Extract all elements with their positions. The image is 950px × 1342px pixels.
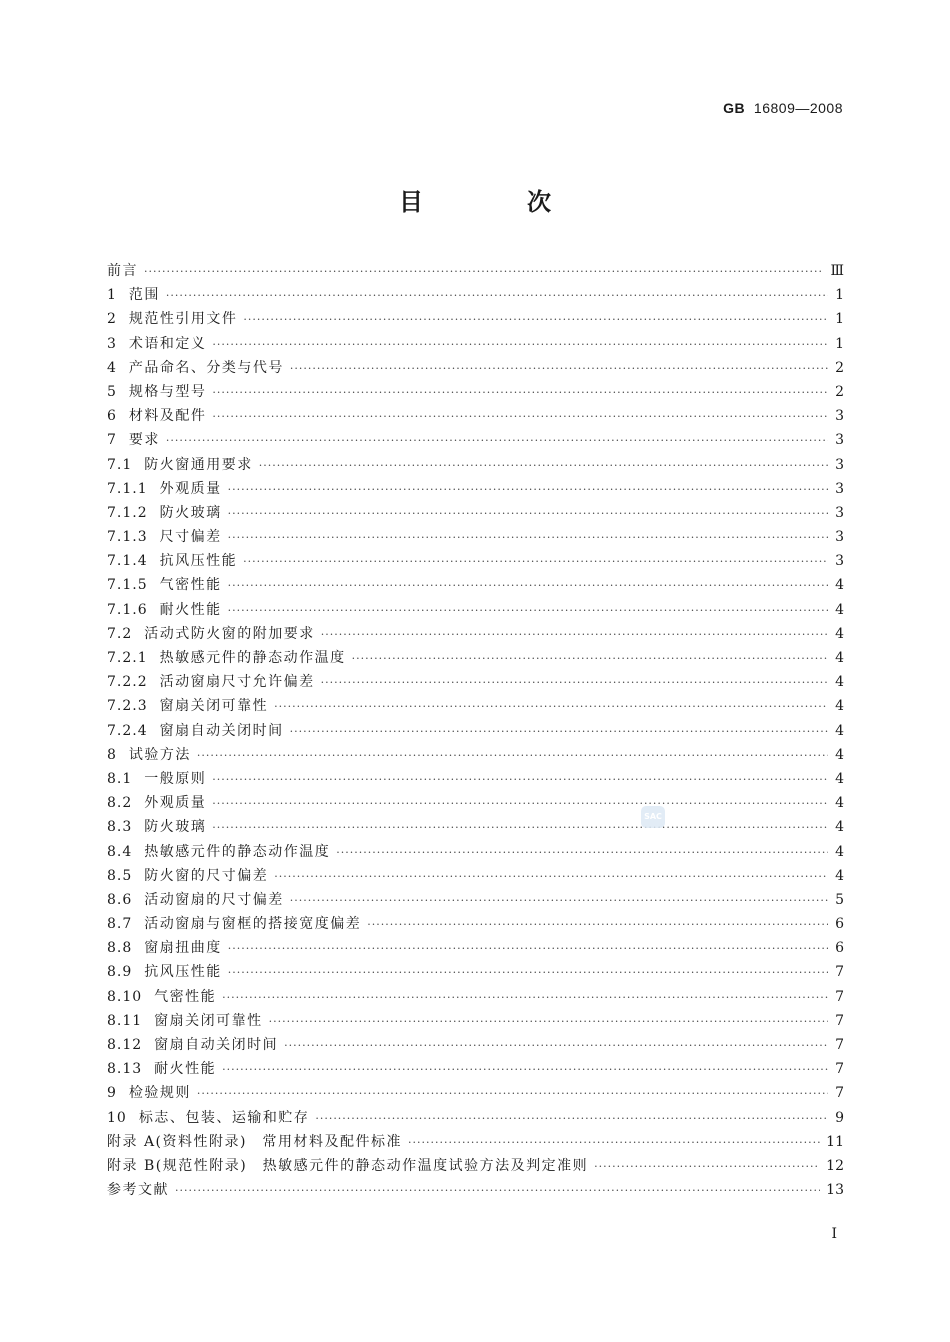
toc-dot-leader xyxy=(228,966,828,979)
toc-dot-leader xyxy=(166,289,828,302)
toc-dot-leader xyxy=(222,1063,828,1076)
toc-dot-leader xyxy=(228,483,828,496)
toc-entry[interactable] xyxy=(107,792,844,816)
toc-dot-leader xyxy=(228,507,828,520)
toc-entry-page: 4 xyxy=(835,601,844,618)
toc-entry-title: 附录 A(资料性附录) 常用材料及配件标准 xyxy=(107,1133,402,1150)
toc-entry-number: 4 xyxy=(107,359,117,376)
toc-entry-page: 9 xyxy=(835,1109,844,1126)
toc-entry-number: 7.2.4 xyxy=(107,722,148,739)
toc-entry[interactable] xyxy=(107,623,844,647)
toc-entry[interactable] xyxy=(107,260,844,284)
toc-entry-title: 产品命名、分类与代号 xyxy=(128,359,284,376)
toc-entry-title: 试验方法 xyxy=(128,746,191,763)
toc-dot-leader xyxy=(243,555,828,568)
toc-entry-number: 8.5 xyxy=(107,867,133,884)
toc-entry[interactable] xyxy=(107,865,844,889)
toc-dot-leader xyxy=(166,434,828,447)
toc-entry[interactable] xyxy=(107,599,844,623)
toc-entry[interactable] xyxy=(107,889,844,913)
toc-dot-leader xyxy=(321,676,828,689)
toc-entry-page: 4 xyxy=(835,625,844,642)
toc-entry-number: 8.6 xyxy=(107,891,133,908)
toc-entry-number: 8.2 xyxy=(107,795,133,812)
toc-entry-title: 窗扇关闭可靠性 xyxy=(154,1012,263,1029)
toc-entry[interactable] xyxy=(107,357,844,381)
toc-entry-page: 7 xyxy=(835,1037,844,1053)
toc-entry-title: 气密性能 xyxy=(154,988,217,1005)
toc-entry-title: 耐火性能 xyxy=(154,1061,217,1078)
toc-entry[interactable] xyxy=(107,841,844,865)
toc-entry-page: 7 xyxy=(835,1061,844,1078)
toc-dot-leader xyxy=(274,870,828,883)
toc-entry-title: 范围 xyxy=(128,287,160,304)
toc-entry-page: 3 xyxy=(835,553,844,570)
toc-entry-page: 4 xyxy=(835,819,844,836)
toc-dot-leader xyxy=(408,1136,820,1149)
toc-entry-title: 窗扇关闭可靠性 xyxy=(159,698,269,715)
toc-entry-number: 6 xyxy=(107,408,117,425)
toc-entry-page: 7 xyxy=(835,964,844,981)
toc-entry[interactable] xyxy=(107,1107,844,1131)
toc-dot-leader xyxy=(321,628,828,641)
toc-entry-page: 4 xyxy=(835,698,844,715)
toc-entry-number: 8 xyxy=(107,746,117,763)
toc-entry-page: 3 xyxy=(835,408,844,425)
standard-code: 16809—2008 xyxy=(753,100,843,116)
toc-entry-page: 4 xyxy=(835,722,844,739)
toc-entry[interactable] xyxy=(107,1058,844,1082)
toc-entry[interactable] xyxy=(107,454,844,478)
toc-dot-leader xyxy=(212,386,828,399)
toc-dot-leader xyxy=(144,265,824,278)
toc-entry-title: 附录 B(规范性附录) 热敏感元件的静态动作温度试验方法及判定准则 xyxy=(107,1157,589,1174)
toc-entry-title: 窗扇自动关闭时间 xyxy=(154,1037,279,1053)
toc-entry-page: 4 xyxy=(835,674,844,691)
toc-entry[interactable] xyxy=(107,478,844,502)
watermark-logo: SAC xyxy=(641,806,665,828)
toc-entry[interactable] xyxy=(107,913,844,937)
toc-entry-number: 8.9 xyxy=(107,964,133,981)
toc-entry-number: 8.4 xyxy=(107,843,133,860)
toc-entry[interactable] xyxy=(107,308,844,332)
toc-entry-page: 3 xyxy=(835,456,844,473)
toc-entry-page: 1 xyxy=(835,335,844,352)
toc-entry[interactable] xyxy=(107,284,844,308)
toc-entry-page: 12 xyxy=(826,1157,844,1174)
toc-dot-leader xyxy=(290,725,828,738)
toc-dot-leader xyxy=(212,773,828,786)
toc-entry-title: 抗风压性能 xyxy=(144,964,222,981)
page-number: Ⅰ xyxy=(831,1226,837,1242)
toc-entry-title: 耐火性能 xyxy=(159,601,222,618)
toc-entry-page: 6 xyxy=(835,940,844,957)
toc-dot-leader xyxy=(290,362,828,375)
toc-entry-title: 热敏感元件的静态动作温度 xyxy=(144,843,331,860)
toc-entry-number: 2 xyxy=(107,311,117,328)
toc-entry-page: 4 xyxy=(835,843,844,860)
toc-dot-leader xyxy=(212,821,828,834)
toc-entry-page: 4 xyxy=(835,867,844,884)
toc-entry[interactable] xyxy=(107,333,844,357)
toc-dot-leader xyxy=(290,894,828,907)
toc-entry[interactable] xyxy=(107,1034,844,1058)
toc-entry-title: 规格与型号 xyxy=(128,383,207,400)
toc-entry-title: 尺寸偏差 xyxy=(159,529,222,546)
toc-entry-number: 8.1 xyxy=(107,770,133,787)
toc-entry-number: 3 xyxy=(107,335,117,352)
toc-entry-number: 10 xyxy=(107,1109,127,1126)
toc-entry-page: 7 xyxy=(835,1085,844,1102)
toc-dot-leader xyxy=(352,652,828,665)
toc-dot-leader xyxy=(594,1160,820,1173)
toc-entry[interactable] xyxy=(107,816,844,840)
toc-entry-number: 8.12 xyxy=(107,1037,143,1053)
toc-entry-number: 7.1.3 xyxy=(107,529,148,546)
toc-entry-title: 规范性引用文件 xyxy=(128,311,238,328)
toc-entry-number: 7.1.4 xyxy=(107,553,148,570)
toc-entry-page: 7 xyxy=(835,1012,844,1029)
toc-dot-leader xyxy=(336,846,828,859)
toc-entry-title: 热敏感元件的静态动作温度 xyxy=(159,650,346,666)
toc-entry-page: 3 xyxy=(835,480,844,497)
toc-entry-page: 3 xyxy=(835,529,844,546)
toc-entry-title: 活动窗扇的尺寸偏差 xyxy=(144,891,284,908)
toc-entry-number: 7.2 xyxy=(107,625,133,642)
toc-dot-leader xyxy=(284,1039,828,1052)
toc-dot-leader xyxy=(228,579,828,592)
toc-entry-title: 活动窗扇与窗框的搭接宽度偏差 xyxy=(144,916,362,933)
toc-entry-number: 7.1.5 xyxy=(107,577,148,594)
toc-dot-leader xyxy=(228,604,828,617)
toc-dot-leader xyxy=(175,1184,820,1197)
toc-entry-number: 7.2.2 xyxy=(107,674,148,691)
toc-dot-leader xyxy=(228,942,828,955)
toc-entry-title: 防火窗通用要求 xyxy=(144,456,253,473)
toc-entry[interactable] xyxy=(107,429,844,453)
toc-entry-title: 防火窗的尺寸偏差 xyxy=(144,867,269,884)
toc-entry-title: 材料及配件 xyxy=(128,408,207,425)
toc-entry[interactable] xyxy=(107,671,844,695)
toc-entry-number: 7.1 xyxy=(107,456,133,473)
toc-entry-number: 7.1.6 xyxy=(107,601,148,618)
toc-entry-page: 2 xyxy=(835,383,844,400)
toc-entry-number: 8.13 xyxy=(107,1061,143,1078)
toc-entry-title: 抗风压性能 xyxy=(159,553,238,570)
toc-dot-leader xyxy=(269,1015,828,1028)
toc-entry-number: 5 xyxy=(107,383,117,400)
toc-entry-title: 气密性能 xyxy=(159,577,222,594)
toc-entry-page: 2 xyxy=(835,359,844,376)
toc-entry[interactable] xyxy=(107,381,844,405)
toc-entry[interactable] xyxy=(107,695,844,719)
toc-entry-number: 7.1.2 xyxy=(107,504,148,521)
toc-entry-title: 防火玻璃 xyxy=(159,504,222,521)
toc-dot-leader xyxy=(315,1112,828,1125)
toc-dot-leader xyxy=(212,797,828,810)
toc-entry[interactable] xyxy=(107,574,844,598)
toc-entry[interactable] xyxy=(107,1010,844,1034)
toc-entry-page: 4 xyxy=(835,795,844,812)
toc-entry-title: 窗扇扭曲度 xyxy=(144,940,222,957)
standard-number-header xyxy=(723,100,843,116)
toc-entry-page: 4 xyxy=(835,770,844,787)
toc-entry[interactable] xyxy=(107,1155,844,1179)
toc-entry-page: 3 xyxy=(835,432,844,449)
page-title: 目 次 xyxy=(399,188,591,216)
toc-dot-leader xyxy=(228,531,828,544)
toc-entry-title: 窗扇自动关闭时间 xyxy=(159,722,284,739)
table-of-contents xyxy=(107,260,844,1203)
toc-entry-page: 4 xyxy=(835,746,844,763)
toc-entry-title: 一般原则 xyxy=(144,770,207,787)
toc-entry-number: 9 xyxy=(107,1085,117,1102)
toc-entry[interactable] xyxy=(107,768,844,792)
toc-entry-number: 7.1.1 xyxy=(107,480,148,497)
toc-entry-page: 13 xyxy=(826,1182,844,1199)
toc-entry-title: 外观质量 xyxy=(144,795,207,812)
toc-entry-title: 活动式防火窗的附加要求 xyxy=(144,625,315,642)
toc-entry[interactable] xyxy=(107,647,844,671)
toc-dot-leader xyxy=(259,459,828,472)
toc-entry[interactable] xyxy=(107,961,844,985)
toc-entry[interactable] xyxy=(107,720,844,744)
toc-entry-title: 术语和定义 xyxy=(128,335,207,352)
toc-entry-number: 8.11 xyxy=(107,1012,143,1029)
toc-entry-page: 3 xyxy=(835,504,844,521)
toc-entry[interactable] xyxy=(107,1082,844,1106)
toc-entry[interactable] xyxy=(107,1131,844,1155)
toc-entry-page: 1 xyxy=(835,287,844,304)
toc-dot-leader xyxy=(212,338,828,351)
toc-entry[interactable] xyxy=(107,986,844,1010)
toc-entry-title: 外观质量 xyxy=(159,480,222,497)
toc-dot-leader xyxy=(274,700,828,713)
toc-entry-title: 前言 xyxy=(107,263,138,279)
toc-entry-page: 4 xyxy=(835,577,844,594)
toc-entry[interactable] xyxy=(107,526,844,550)
toc-entry-number: 8.10 xyxy=(107,988,143,1005)
toc-entry-number: 1 xyxy=(107,287,117,304)
toc-entry-title: 要求 xyxy=(128,432,160,449)
toc-entry-page: Ⅲ xyxy=(830,263,844,279)
toc-entry-title: 标志、包装、运输和贮存 xyxy=(138,1109,310,1126)
toc-entry[interactable] xyxy=(107,937,844,961)
toc-entry-number: 7.2.3 xyxy=(107,698,148,715)
toc-entry-number: 7 xyxy=(107,432,117,449)
toc-entry[interactable] xyxy=(107,405,844,429)
toc-entry-page: 6 xyxy=(835,916,844,933)
toc-entry-title: 活动窗扇尺寸允许偏差 xyxy=(159,674,315,691)
toc-entry-title: 检验规则 xyxy=(128,1085,191,1102)
toc-entry-number: 7.2.1 xyxy=(107,650,148,666)
toc-dot-leader xyxy=(197,749,828,762)
standard-prefix: GB xyxy=(723,100,746,116)
toc-dot-leader xyxy=(367,918,828,931)
toc-entry[interactable] xyxy=(107,744,844,768)
toc-entry[interactable] xyxy=(107,1179,844,1203)
toc-dot-leader xyxy=(222,991,828,1004)
toc-dot-leader xyxy=(212,410,828,423)
toc-dot-leader xyxy=(197,1087,828,1100)
toc-entry-title: 防火玻璃 xyxy=(144,819,207,836)
toc-dot-leader xyxy=(243,313,828,326)
toc-entry-page: 5 xyxy=(835,891,844,908)
toc-entry[interactable] xyxy=(107,550,844,574)
toc-entry-page: 7 xyxy=(835,988,844,1005)
toc-entry[interactable] xyxy=(107,502,844,526)
toc-entry-title: 参考文献 xyxy=(107,1182,169,1199)
toc-entry-number: 8.7 xyxy=(107,916,133,933)
toc-entry-number: 8.3 xyxy=(107,819,133,836)
toc-entry-number: 8.8 xyxy=(107,940,133,957)
toc-entry-page: 4 xyxy=(835,650,844,666)
toc-entry-page: 11 xyxy=(826,1133,844,1150)
toc-entry-page: 1 xyxy=(835,311,844,328)
